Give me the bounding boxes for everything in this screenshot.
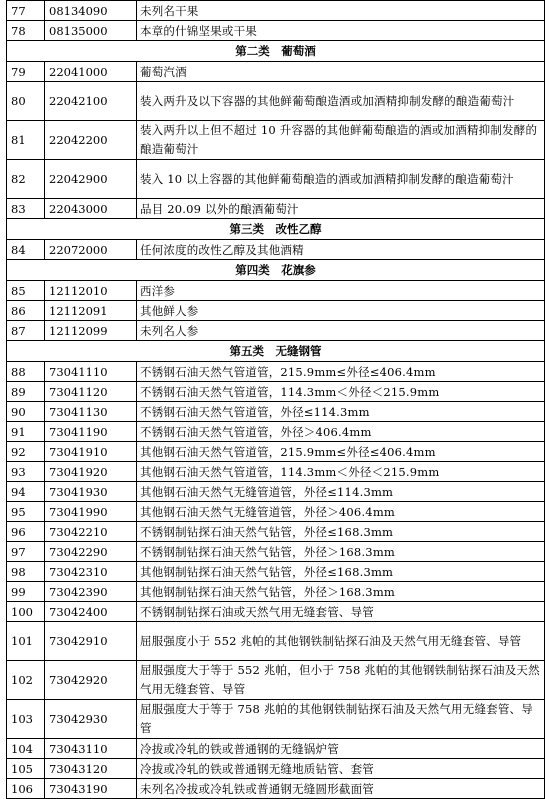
tariff-code: 73042210 [45, 522, 137, 542]
tariff-code: 73041110 [45, 362, 137, 382]
tariff-code: 12112099 [45, 321, 137, 341]
product-description: 其他钢石油天然气无缝管道管，外径＞406.4mm [137, 502, 545, 522]
table-row [7, 402, 545, 422]
table-row [7, 82, 545, 121]
row-number: 83 [7, 199, 45, 219]
tariff-code: 12112091 [45, 301, 137, 321]
row-number: 101 [7, 622, 45, 661]
tariff-code: 73042400 [45, 602, 137, 622]
tariff-table-body [7, 1, 545, 799]
tariff-code: 73041130 [45, 402, 137, 422]
row-number: 86 [7, 301, 45, 321]
row-number: 84 [7, 240, 45, 260]
table-row [7, 759, 545, 779]
product-description: 装入两升以上但不超过 10 升容器的其他鲜葡萄酿造的酒或加酒精抑制发酵的酿造葡萄汁 [137, 121, 545, 160]
tariff-code: 73043110 [45, 739, 137, 759]
row-number: 106 [7, 779, 45, 799]
table-row [7, 622, 545, 661]
row-number: 96 [7, 522, 45, 542]
product-description: 装入 10 以上容器的其他鲜葡萄酿造的酒或加酒精抑制发酵的酿造葡萄汁 [137, 160, 545, 199]
product-description: 葡萄汽酒 [137, 62, 545, 82]
row-number: 91 [7, 422, 45, 442]
category-header-row [7, 41, 545, 62]
table-row [7, 482, 545, 502]
row-number: 97 [7, 542, 45, 562]
product-description: 其他鲜人参 [137, 301, 545, 321]
category-header-row [7, 341, 545, 362]
tariff-code: 73041920 [45, 462, 137, 482]
table-row [7, 462, 545, 482]
row-number: 92 [7, 442, 45, 462]
product-description: 不锈钢制钻探石油或天然气用无缝套管、导管 [137, 602, 545, 622]
product-description: 西洋参 [137, 281, 545, 301]
tariff-code: 08134090 [45, 1, 137, 21]
product-description: 屈服强度小于 552 兆帕的其他钢铁制钻探石油及天然气用无缝套管、导管 [137, 622, 545, 661]
product-description: 其他钢石油天然气管道管，215.9mm≤外径≤406.4mm [137, 442, 545, 462]
row-number: 81 [7, 121, 45, 160]
row-number: 93 [7, 462, 45, 482]
table-row [7, 199, 545, 219]
table-row [7, 602, 545, 622]
row-number: 102 [7, 661, 45, 700]
tariff-code: 73041120 [45, 382, 137, 402]
table-row [7, 321, 545, 341]
table-row [7, 240, 545, 260]
tariff-code: 73042310 [45, 562, 137, 582]
product-description: 其他钢制钻探石油天然气钻管，外径≤168.3mm [137, 562, 545, 582]
tariff-code: 22042900 [45, 160, 137, 199]
product-description: 不锈钢制钻探石油天然气钻管，外径＞168.3mm [137, 542, 545, 562]
tariff-code: 73043190 [45, 779, 137, 799]
row-number: 77 [7, 1, 45, 21]
product-description: 屈服强度大于等于 758 兆帕的其他钢铁制钻探石油及天然气用无缝套管、导管 [137, 700, 545, 739]
category-header-row [7, 219, 545, 240]
tariff-code: 73042930 [45, 700, 137, 739]
row-number: 105 [7, 759, 45, 779]
table-row [7, 562, 545, 582]
tariff-code: 22072000 [45, 240, 137, 260]
row-number: 100 [7, 602, 45, 622]
product-description: 不锈钢制钻探石油天然气钻管，外径≤168.3mm [137, 522, 545, 542]
table-row [7, 542, 545, 562]
row-number: 104 [7, 739, 45, 759]
tariff-code: 73042390 [45, 582, 137, 602]
table-row [7, 582, 545, 602]
product-description: 不锈钢石油天然气管道管，114.3mm＜外径＜215.9mm [137, 382, 545, 402]
tariff-code: 22042200 [45, 121, 137, 160]
table-row [7, 422, 545, 442]
tariff-code: 73042910 [45, 622, 137, 661]
row-number: 94 [7, 482, 45, 502]
product-description: 冷拔或冷轧的铁或普通钢无缝地质钻管、套管 [137, 759, 545, 779]
tariff-code: 73041930 [45, 482, 137, 502]
product-description: 冷拔或冷轧的铁或普通钢的无缝锅炉管 [137, 739, 545, 759]
row-number: 103 [7, 700, 45, 739]
category-title: 第二类 葡萄酒 [7, 41, 545, 62]
product-description: 不锈钢石油天然气管道管，外径＞406.4mm [137, 422, 545, 442]
table-row [7, 301, 545, 321]
table-row [7, 382, 545, 402]
table-row [7, 522, 545, 542]
tariff-code: 73043120 [45, 759, 137, 779]
table-row [7, 62, 545, 82]
table-row [7, 121, 545, 160]
row-number: 82 [7, 160, 45, 199]
table-row [7, 21, 545, 41]
row-number: 80 [7, 82, 45, 121]
category-title: 第四类 花旗参 [7, 260, 545, 281]
table-row [7, 700, 545, 739]
product-description: 装入两升及以下容器的其他鲜葡萄酿造酒或加酒精抑制发酵的酿造葡萄汁 [137, 82, 545, 121]
tariff-code: 12112010 [45, 281, 137, 301]
table-row [7, 502, 545, 522]
product-description: 不锈钢石油天然气管道管，215.9mm≤外径≤406.4mm [137, 362, 545, 382]
category-title: 第五类 无缝钢管 [7, 341, 545, 362]
product-description: 屈服强度大于等于 552 兆帕，但小于 758 兆帕的其他钢铁制钻探石油及天然气用无缝套管、导管 [137, 661, 545, 700]
product-description: 其他钢石油天然气管道管，114.3mm＜外径＜215.9mm [137, 462, 545, 482]
row-number: 78 [7, 21, 45, 41]
tariff-code: 22043000 [45, 199, 137, 219]
table-row [7, 1, 545, 21]
table-row [7, 661, 545, 700]
table-row [7, 442, 545, 462]
product-description: 未列名干果 [137, 1, 545, 21]
tariff-code: 73041190 [45, 422, 137, 442]
category-header-row [7, 260, 545, 281]
row-number: 79 [7, 62, 45, 82]
row-number: 85 [7, 281, 45, 301]
table-row [7, 281, 545, 301]
row-number: 99 [7, 582, 45, 602]
row-number: 89 [7, 382, 45, 402]
tariff-code: 22042100 [45, 82, 137, 121]
tariff-code: 08135000 [45, 21, 137, 41]
tariff-code: 73042920 [45, 661, 137, 700]
tariff-code: 22041000 [45, 62, 137, 82]
product-description: 任何浓度的改性乙醇及其他酒精 [137, 240, 545, 260]
tariff-code: 73042290 [45, 542, 137, 562]
table-row [7, 779, 545, 799]
product-description: 其他钢石油天然气无缝管道管，外径≤114.3mm [137, 482, 545, 502]
product-description: 其他钢制钻探石油天然气钻管，外径＞168.3mm [137, 582, 545, 602]
tariff-code: 73041910 [45, 442, 137, 462]
table-row [7, 362, 545, 382]
table-row [7, 160, 545, 199]
product-description: 品目 20.09 以外的酿酒葡萄汁 [137, 199, 545, 219]
row-number: 90 [7, 402, 45, 422]
tariff-code: 73041990 [45, 502, 137, 522]
product-description: 本章的什锦坚果或干果 [137, 21, 545, 41]
product-description: 不锈钢石油天然气管道管，外径≤114.3mm [137, 402, 545, 422]
category-title: 第三类 改性乙醇 [7, 219, 545, 240]
tariff-table [6, 0, 545, 799]
row-number: 98 [7, 562, 45, 582]
row-number: 87 [7, 321, 45, 341]
product-description: 未列名人参 [137, 321, 545, 341]
table-row [7, 739, 545, 759]
product-description: 未列名冷拔或冷轧铁或普通钢无缝圆形截面管 [137, 779, 545, 799]
row-number: 88 [7, 362, 45, 382]
row-number: 95 [7, 502, 45, 522]
